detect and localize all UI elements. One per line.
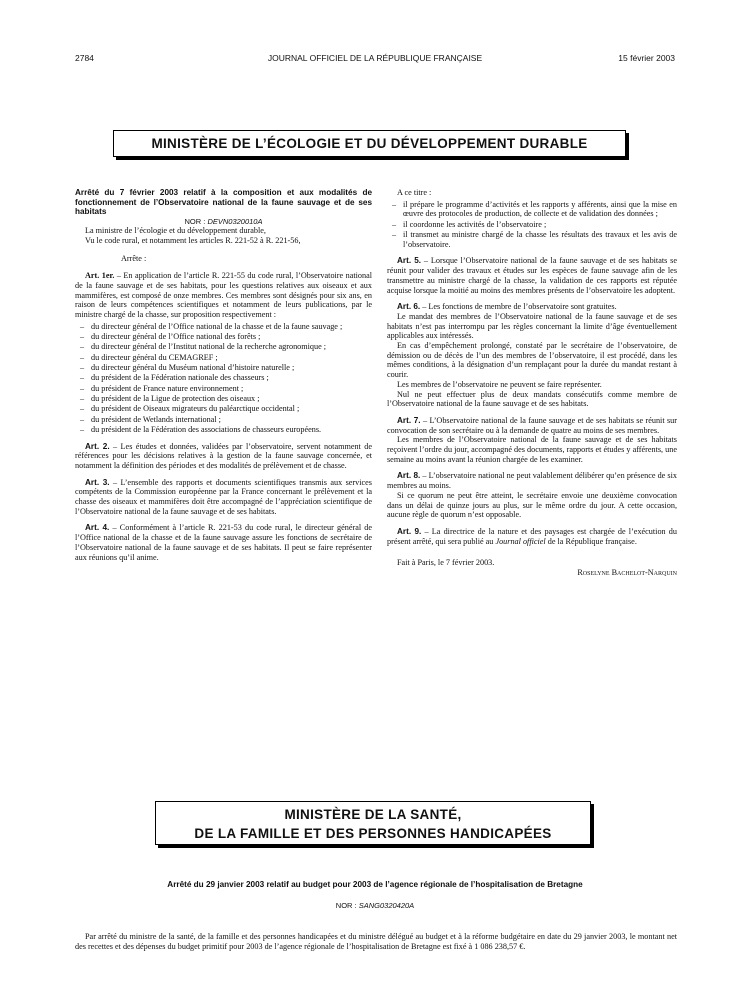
list-item: – il prépare le programme d’activités et les rapports y afférents, ainsi que la mise en œuvre des protocoles de production, de collecte et de validation des données ;	[387, 200, 677, 219]
list-item: – du président de Wetlands international ;	[75, 415, 372, 425]
article-5: Art. 5. – Lorsque l’Observatoire national de la faune sauvage et de ses habitats se réunit pour valider des travaux et études sur les espèces de faune sauvage afin de les transmettre au ministre chargé de la chasse, la validation de ces rapports est réputée acquise lorsque la moitié au moins des membres présents de l’observatoire les adoptent.	[387, 256, 677, 295]
arrete-label: Arrête :	[121, 253, 147, 263]
list-item: – du président de la Fédération des associations de chasseurs européens.	[75, 425, 372, 435]
article-label: Art. 8.	[397, 471, 421, 481]
list-item: – du président de la Ligue de protection des oiseaux ;	[75, 394, 372, 404]
article-label: Art. 3.	[85, 477, 110, 487]
decree-title: Arrêté du 7 février 2003 relatif à la composition et aux modalités de fonctionnement de l’Observatoire national de la faune sauvage et de ses habitats	[75, 188, 372, 216]
article-label: Art. 7.	[397, 415, 421, 425]
page-number: 2784	[75, 53, 94, 63]
article-6-paragraph: Les membres de l’observatoire ne peuvent se faire représenter.	[397, 379, 602, 389]
article-label: Art. 1er.	[85, 271, 115, 281]
article-8: Art. 8. – L’observatoire national ne peut valablement délibérer qu’en présence de six membres au moins.	[387, 471, 677, 491]
a-ce-titre: A ce titre :	[397, 188, 432, 197]
article-8-paragraph: Si ce quorum ne peut être atteint, le secrétaire envoie une deuxième convocation dans un délai de quinze jours au plus, sur le même ordre du jour. A cette occasion, aucune règle de quorum n’est opposable.	[387, 490, 677, 520]
list-item: – du président de France nature environnement ;	[75, 384, 372, 394]
list-item: – du directeur général de l’Office national de la chasse et de la faune sauvage ;	[75, 322, 372, 332]
journal-title: JOURNAL OFFICIEL DE LA RÉPUBLIQUE FRANÇAISE	[267, 53, 483, 63]
article-label: Art. 4.	[85, 523, 110, 533]
list-item: – il coordonne les activités de l’observatoire ;	[387, 220, 677, 230]
article-label: Art. 5.	[397, 256, 422, 266]
article-6-paragraph: En cas d’empêchement prolongé, constaté par le secrétaire de l’observatoire, de démission ou de décès de l’un des membres de l’observatoire, il est procédé, dans les mêmes conditions, à la désignation d’un remplaçant pour la durée du mandat restant à courir.	[387, 341, 677, 380]
article-1: Art. 1er. – En application de l’article R. 221-55 du code rural, l’Observatoire national de la faune sauvage et de ses habitats, pour les questions relatives aux oiseaux et aux mammifères, est composé de onze membres. Ces membres sont désignés pour six ans, en raison de leurs compétences scientifiques et notamment de leurs publications, par le ministre chargé de la chasse, sur proposition respectivement :	[75, 271, 372, 320]
nor-reference-2: NOR : SANG0320420A	[335, 901, 415, 910]
article-label: Art. 2.	[85, 441, 110, 451]
article-6-paragraph: Nul ne peut effectuer plus de deux mandats consécutifs comme membre de l’Observatoire national de la faune sauvage et de ses habitats.	[387, 389, 677, 409]
list-item: – du directeur général de l’Office national des forêts ;	[75, 332, 372, 342]
ministry-line: DE LA FAMILLE ET DES PERSONNES HANDICAPÉES	[194, 826, 552, 841]
left-column	[75, 188, 372, 562]
article-label: Art. 9.	[397, 526, 422, 536]
list-item: – du directeur général du Muséum national d’histoire naturelle ;	[75, 363, 372, 373]
list-item: – du président de la Fédération nationale des chasseurs ;	[75, 373, 372, 383]
ministry-line: MINISTÈRE DE LA SANTÉ,	[284, 807, 462, 822]
page-header	[75, 53, 675, 67]
article-7-paragraph: Les membres de l’Observatoire national de la faune sauvage et de ses habitats reçoivent l’ordre du jour, accompagné des documents, rapports et études y afférents, une semaine au moins avant la réunion chargée de les examiner.	[387, 435, 677, 464]
list-item: – du directeur général de l’Institut national de la recherche agronomique ;	[75, 342, 372, 352]
article-7: Art. 7. – L’Observatoire national de la faune sauvage et de ses habitats se réunit sur convocation de son secrétaire ou à la demande de quatre au moins de ses membres.	[387, 415, 677, 435]
issue-date: 15 février 2003	[618, 53, 675, 63]
intro-vu: Vu le code rural, et notamment les articles R. 221-52 à R. 221-56,	[85, 235, 301, 245]
members-list	[75, 322, 372, 435]
article-6: Art. 6. – Les fonctions de membre de l’observatoire sont gratuites.	[397, 302, 617, 312]
article-6-paragraph: Le mandat des membres de l’Observatoire national de la faune sauvage et de ses habitats n’est pas interrompu par les règles concernant la limite d’âge éventuellement applicables aux intéressés.	[387, 311, 677, 341]
decree-2-title: Arrêté du 29 janvier 2003 relatif au budget pour 2003 de l’agence régionale de l’hospitalisation de Bretagne	[167, 880, 583, 889]
right-column	[387, 188, 677, 578]
ministry-heading-sante	[155, 801, 591, 845]
signature-name: Roselyne Bachelot-Narquin	[577, 568, 677, 578]
intro-minister: La ministre de l’écologie et du développement durable,	[85, 226, 266, 236]
article-4: Art. 4. – Conformément à l’article R. 221-53 du code rural, le directeur général de l’Office national de la chasse et de la faune sauvage assure les fonctions de secrétaire de l’Observatoire national de la faune sauvage et de ses habitats. Il peut se faire représenter aux réunions qu’il anime.	[75, 523, 372, 562]
list-item: – du directeur général du CEMAGREF ;	[75, 353, 372, 363]
list-item: – du président de Oiseaux migrateurs du paléarctique occidental ;	[75, 404, 372, 414]
ministry-heading-ecologie: MINISTÈRE DE L’ÉCOLOGIE ET DU DÉVELOPPEMENT DURABLE	[113, 130, 626, 157]
article-9: Art. 9. – La directrice de la nature et des paysages est chargée de l’exécution du présent arrêté, qui sera publié au Journal officiel de la République française.	[387, 526, 677, 546]
article-3: Art. 3. – L’ensemble des rapports et documents scientifiques transmis aux services compétents de la Commission européenne par la France concernant le prélèvement et la chasse des oiseaux et mammifères doit être accompagné de l’appréciation scientifique de l’Observatoire national de la faune sauvage et de ses habitats.	[75, 477, 372, 516]
signature-place-date: Fait à Paris, le 7 février 2003.	[397, 558, 495, 568]
nor-reference: NOR : DEVN0320010A	[184, 216, 263, 226]
list-item: – il transmet au ministre chargé de la chasse les résultats des travaux et les avis de l’observatoire.	[387, 230, 677, 249]
secretary-duties-list	[387, 200, 677, 250]
article-label: Art. 6.	[397, 302, 421, 312]
article-2: Art. 2. – Les études et données, validées par l’observatoire, servent notamment de références pour les décisions relatives à la gestion de la faune sauvage concernée, et notamment la définition des périodes et des modalités de prélèvement et de chasse.	[75, 441, 372, 470]
decree-2-body: Par arrêté du ministre de la santé, de la famille et des personnes handicapées et du ministre délégué au budget et à la réforme budgétaire en date du 29 janvier 2003, le montant net des recettes et des dépenses du budget primitif pour 2003 de l’agence régionale de l’hospitalisation de Bretagne est fixé à 1 086 238,57 €.	[75, 932, 677, 951]
